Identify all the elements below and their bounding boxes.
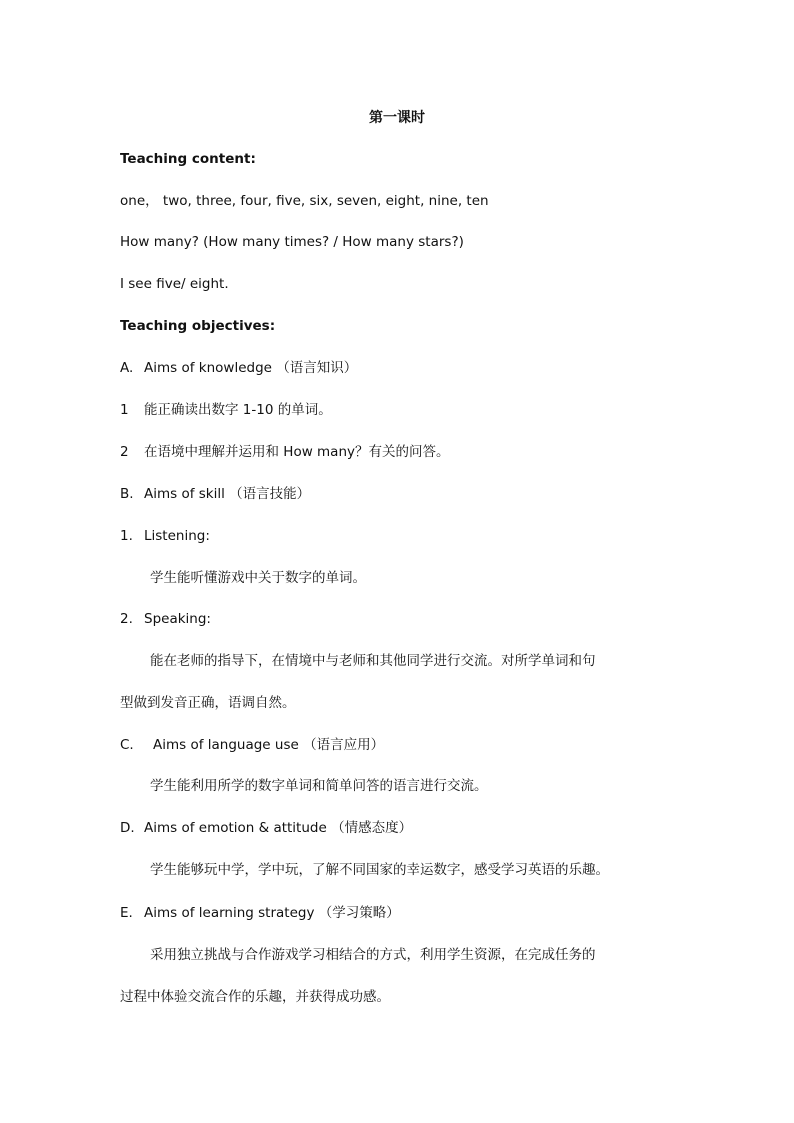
objective-b-heading [120,485,310,503]
objective-b-text: Aims of skill （语言技能） [144,486,311,502]
objective-c-heading [120,736,384,754]
teaching-content-heading: Teaching content: [120,151,256,167]
objective-a-item-2 [120,443,450,461]
item-label: Listening: [144,528,210,544]
objective-c-body: 学生能利用所学的数字单词和简单问答的语言进行交流。 [150,778,488,794]
objective-c-marker: C. [120,737,134,753]
page-title: 第一课时 [369,110,425,126]
objective-b-item-1-label [120,527,210,545]
objective-b-marker: B. [120,486,134,502]
objective-e-text: Aims of learning strategy （学习策略） [144,905,400,921]
item-number: 1. [120,528,133,544]
item-label: Speaking: [144,611,211,627]
item-number: 2 [120,444,129,460]
objective-b-item-2-label [120,610,211,628]
objective-e-body-line1: 采用独立挑战与合作游戏学习相结合的方式，利用学生资源，在完成任务的 [150,947,596,963]
objective-b-item-2-text-line2: 型做到发音正确，语调自然。 [120,695,296,711]
objective-e-marker: E. [120,905,133,921]
item-number: 1 [120,402,129,418]
objective-e-heading [120,904,400,922]
teaching-objectives-heading: Teaching objectives: [120,318,276,334]
objective-d-text: Aims of emotion & attitude （情感态度） [144,820,413,836]
objective-d-marker: D. [120,820,135,836]
objective-e-body-line2: 过程中体验交流合作的乐趣，并获得成功感。 [120,989,390,1005]
objective-b-item-1-text: 学生能听懂游戏中关于数字的单词。 [150,570,366,586]
objective-a-heading [120,359,357,377]
objective-b-item-2-text-line1: 能在老师的指导下，在情境中与老师和其他同学进行交流。对所学单词和句 [150,653,596,669]
content-line-how-many: How many? (How many times? / How many stars?) [120,234,464,250]
objective-d-body: 学生能够玩中学，学中玩，了解不同国家的幸运数字，感受学习英语的乐趣。 [150,862,609,878]
content-line-i-see: I see five/ eight. [120,276,229,292]
item-number: 2. [120,611,133,627]
objective-a-text: Aims of knowledge （语言知识） [144,360,358,376]
objective-a-marker: A. [120,360,134,376]
objective-a-item-1 [120,401,332,419]
objective-c-text: Aims of language use （语言应用） [153,737,385,753]
item-text: 在语境中理解并运用和 How many？有关的问答。 [144,444,450,460]
objective-d-heading [120,819,412,837]
item-text: 能正确读出数字 1-10 的单词。 [144,402,332,418]
content-line-numbers: one， two, three, four, five, six, seven, eight, nine, ten [120,193,489,209]
